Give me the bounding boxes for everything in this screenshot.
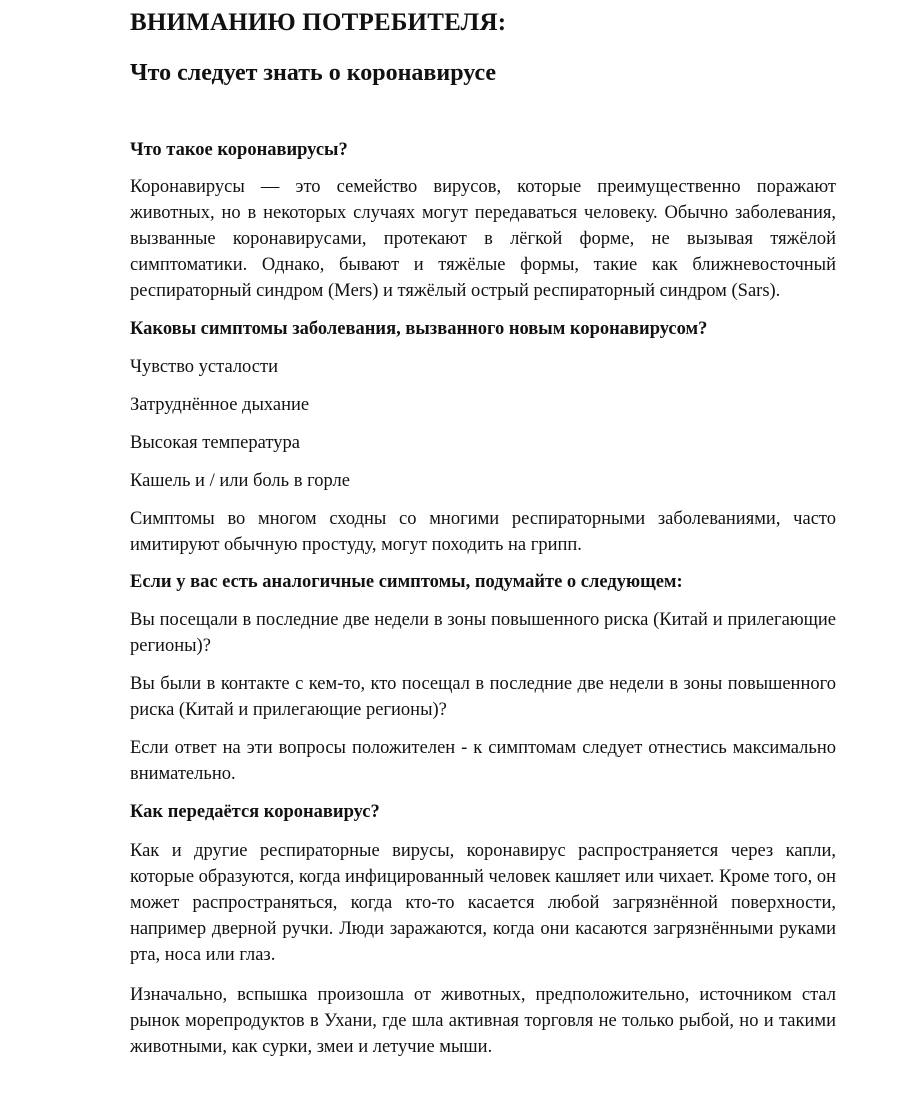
document-title: ВНИМАНИЮ ПОТРЕБИТЕЛЯ: — [130, 9, 507, 36]
section-heading-transmission: Как передаётся коронавирус? — [130, 802, 380, 822]
document-page — [130, 0, 836, 1060]
paragraph-question-contact: Вы были в контакте с кем-то, кто посещал в последние две недели в зоны повышенного риска (Китай и прилегающие регионы)? — [130, 674, 836, 720]
document-subtitle: Что следует знать о коронавирусе — [130, 60, 497, 86]
paragraph-transmission: Как и другие респираторные вирусы, коронавирус распространяется через капли, которые образуются, когда инфицированный человек кашляет или чихает. Кроме того, он может распространяться, когда кто-то касается любой загрязнённой поверхности, например дверной ручки. Люди заражаются, когда они касаются загрязнёнными руками рта, носа или глаз. — [130, 841, 836, 965]
symptom-item: Кашель и / или боль в горле — [130, 471, 350, 491]
symptom-item: Чувство усталости — [130, 357, 278, 377]
section-heading-symptoms: Каковы симптомы заболевания, вызванного новым коронавирусом? — [130, 319, 708, 339]
symptom-item: Высокая температура — [130, 433, 300, 453]
paragraph-symptoms-note: Симптомы во многом сходны со многими респираторными заболеваниями, часто имитируют обычную простуду, могут походить на грипп. — [130, 509, 836, 555]
symptom-item: Затруднённое дыхание — [130, 395, 310, 415]
section-heading-what-is: Что такое коронавирусы? — [130, 140, 348, 160]
paragraph-origin: Изначально, вспышка произошла от животных, предположительно, источником стал рынок морепродуктов в Ухани, где шла активная торговля не только рыбой, но и такими животными, как сурки, змеи и летучие мыши. — [130, 985, 836, 1057]
section-heading-similar-symptoms: Если у вас есть аналогичные симптомы, подумайте о следующем: — [130, 572, 683, 592]
paragraph-what-is: Коронавирусы — это семейство вирусов, которые преимущественно поражают животных, но в некоторых случаях могут передаваться человеку. Обычно заболевания, вызванные коронавирусами, протекают в лёгкой форме, не вызывая тяжёлой симптоматики. Однако, бывают и тяжёлые формы, такие как ближневосточный респираторный синдром (Mers) и тяжёлый острый респираторный синдром (Sars). — [130, 177, 836, 301]
paragraph-question-visit: Вы посещали в последние две недели в зоны повышенного риска (Китай и прилегающие регионы)? — [130, 610, 836, 656]
paragraph-answer-positive: Если ответ на эти вопросы положителен - к симптомам следует отнестись максимально внимательно. — [130, 738, 836, 784]
